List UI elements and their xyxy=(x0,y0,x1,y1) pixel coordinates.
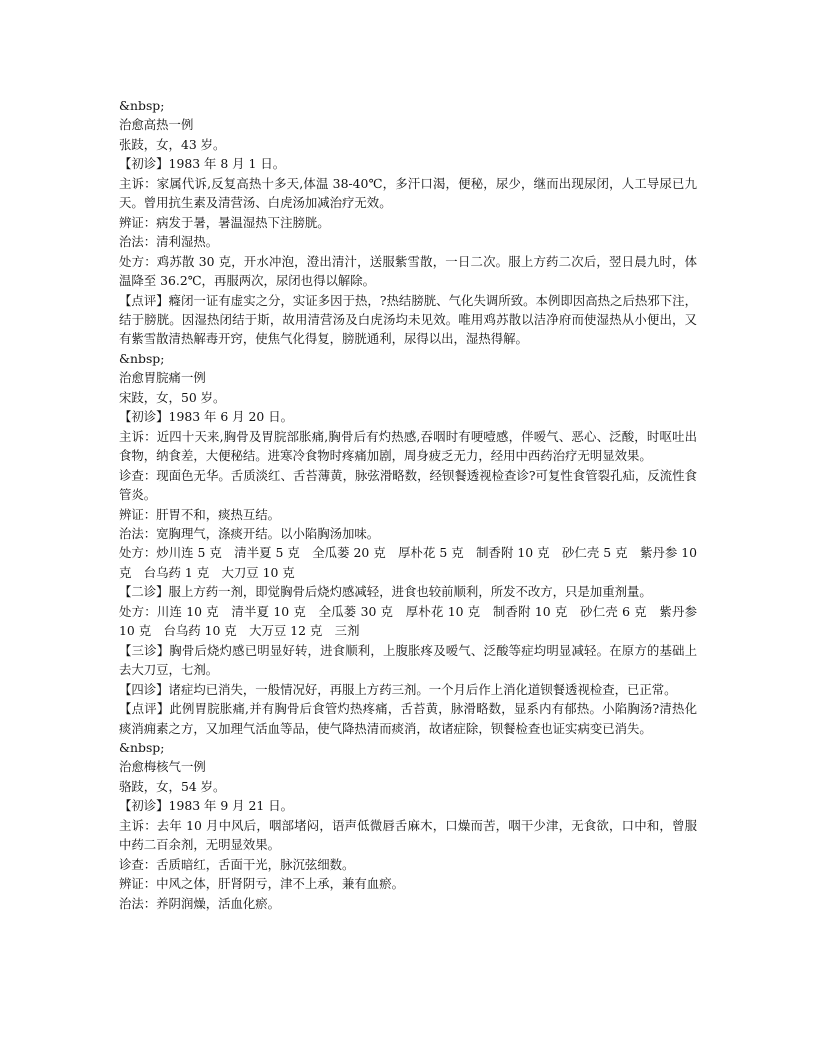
prescription: 处方：川连 10 克 清半夏 10 克 全瓜蒌 30 克 厚朴花 10 克 制香附 10 克 砂仁壳 6 克 紫丹参 10 克 台乌药 10 克 大万豆 12 克 三剂 xyxy=(119,603,697,639)
first-visit-date: 【初诊】1983 年 6 月 20 日。 xyxy=(119,409,294,425)
commentary: 【点评】此例胃脘胀痛,并有胸骨后食管灼热疼痛，舌苔黄，脉滑略数，显系内有郁热。小陷胸汤?清热化痰消痈素之方，又加理气活血等品，使气降热清而痰消，故诸症除，钡餐检查也证实病变已消失。 xyxy=(119,701,697,736)
prescription: 处方：鸡苏散 30 克，开水冲泡，澄出清汁，送服紫雪散，一日二次。服上方药二次后，翌日晨九时，体温降至 36.2℃，再服两次，尿闭也得以解除。 xyxy=(119,253,697,289)
spacer-line: &nbsp; xyxy=(119,350,165,366)
case-title: 治愈胃脘痛一例 xyxy=(119,370,206,386)
spacer-line: &nbsp; xyxy=(119,98,165,113)
examination: 诊查：舌质暗红，舌面干光，脉沉弦细数。 xyxy=(119,856,355,872)
differentiation: 辨证：肝胃不和，痰热互结。 xyxy=(119,506,281,522)
case-title: 治愈高热一例 xyxy=(119,117,194,133)
spacer-line: &nbsp; xyxy=(119,739,165,755)
document-body xyxy=(119,96,697,913)
patient-info: 宋跂，女，50 岁。 xyxy=(119,389,226,405)
patient-info: 骆跂，女，54 岁。 xyxy=(119,778,226,794)
examination: 诊查：现面色无华。舌质淡红、舌苔薄黄，脉弦滑略数，经钡餐透视检查诊?可复性食管裂孔疝，反流性食管炎。 xyxy=(119,467,697,503)
treatment-method: 治法：宽胸理气，涤痰开结。以小陷胸汤加味。 xyxy=(119,525,380,541)
chief-complaint: 主诉：近四十天来,胸骨及胃脘部胀痛,胸骨后有灼热感,吞咽时有哽噎感，伴嗳气、恶心、泛酸，时呕吐出食物，纳食差，大便秘结。进寒冷食物时疼痛加剧，周身疲乏无力，经用中西药治疗无明显效果。 xyxy=(119,428,697,464)
patient-info: 张跂，女，43 岁。 xyxy=(119,136,226,152)
differentiation: 辨证：病发于暑，暑温湿热下注膀胱。 xyxy=(119,214,330,230)
first-visit-date: 【初诊】1983 年 8 月 1 日。 xyxy=(119,156,286,172)
prescription: 处方：炒川连 5 克 清半夏 5 克 全瓜蒌 20 克 厚朴花 5 克 制香附 10 克 砂仁壳 5 克 紫丹参 10 克 台乌药 1 克 大刀豆 10 克 xyxy=(119,545,697,580)
chief-complaint: 主诉：家属代诉,反复高热十多天,体温 38-40℃，多汗口渴，便秘，尿少，继而出现尿闭，人工导尿已九天。曾用抗生素及清营汤、白虎汤加减治疗无效。 xyxy=(119,175,697,211)
commentary: 【点评】癃闭一证有虚实之分，实证多因于热，?热结膀胱、气化失调所致。本例即因高热之后热邪下注，结于膀胱。因湿热闭结于斯，故用清营汤及白虎汤均未见效。唯用鸡苏散以洁净府而使湿热从小便出，又有紫雪散清热解毒开窍，使焦气化得复，膀胱通利，尿得以出，湿热得解。 xyxy=(119,292,697,347)
treatment-method: 治法：清利湿热。 xyxy=(119,234,219,250)
case-title: 治愈梅核气一例 xyxy=(119,759,206,775)
fourth-visit: 【四诊】诸症均已消失，一般情况好，再服上方药三剂。一个月后作上消化道钡餐透视检查，已正常。 xyxy=(119,681,677,697)
first-visit-date: 【初诊】1983 年 9 月 21 日。 xyxy=(119,798,294,814)
treatment-method: 治法：养阴润燥，活血化瘀。 xyxy=(119,895,281,911)
second-visit: 【二诊】服上方药一剂，即觉胸骨后烧灼感减轻，进食也较前顺利，所发不改方，只是加重剂量。 xyxy=(119,584,652,600)
third-visit: 【三诊】胸骨后烧灼感已明显好转，进食顺利，上腹胀疼及嗳气、泛酸等症均明显减轻。在原方的基础上去大刀豆，七剂。 xyxy=(119,642,697,678)
chief-complaint: 主诉：去年 10 月中风后，咽部堵闷，语声低微唇舌麻木，口燥而苦，咽干少津，无食欲，口中和，曾服中药二百余剂，无明显效果。 xyxy=(119,817,697,853)
differentiation: 辨证：中风之体，肝肾阴亏，津不上承，兼有血瘀。 xyxy=(119,876,404,892)
